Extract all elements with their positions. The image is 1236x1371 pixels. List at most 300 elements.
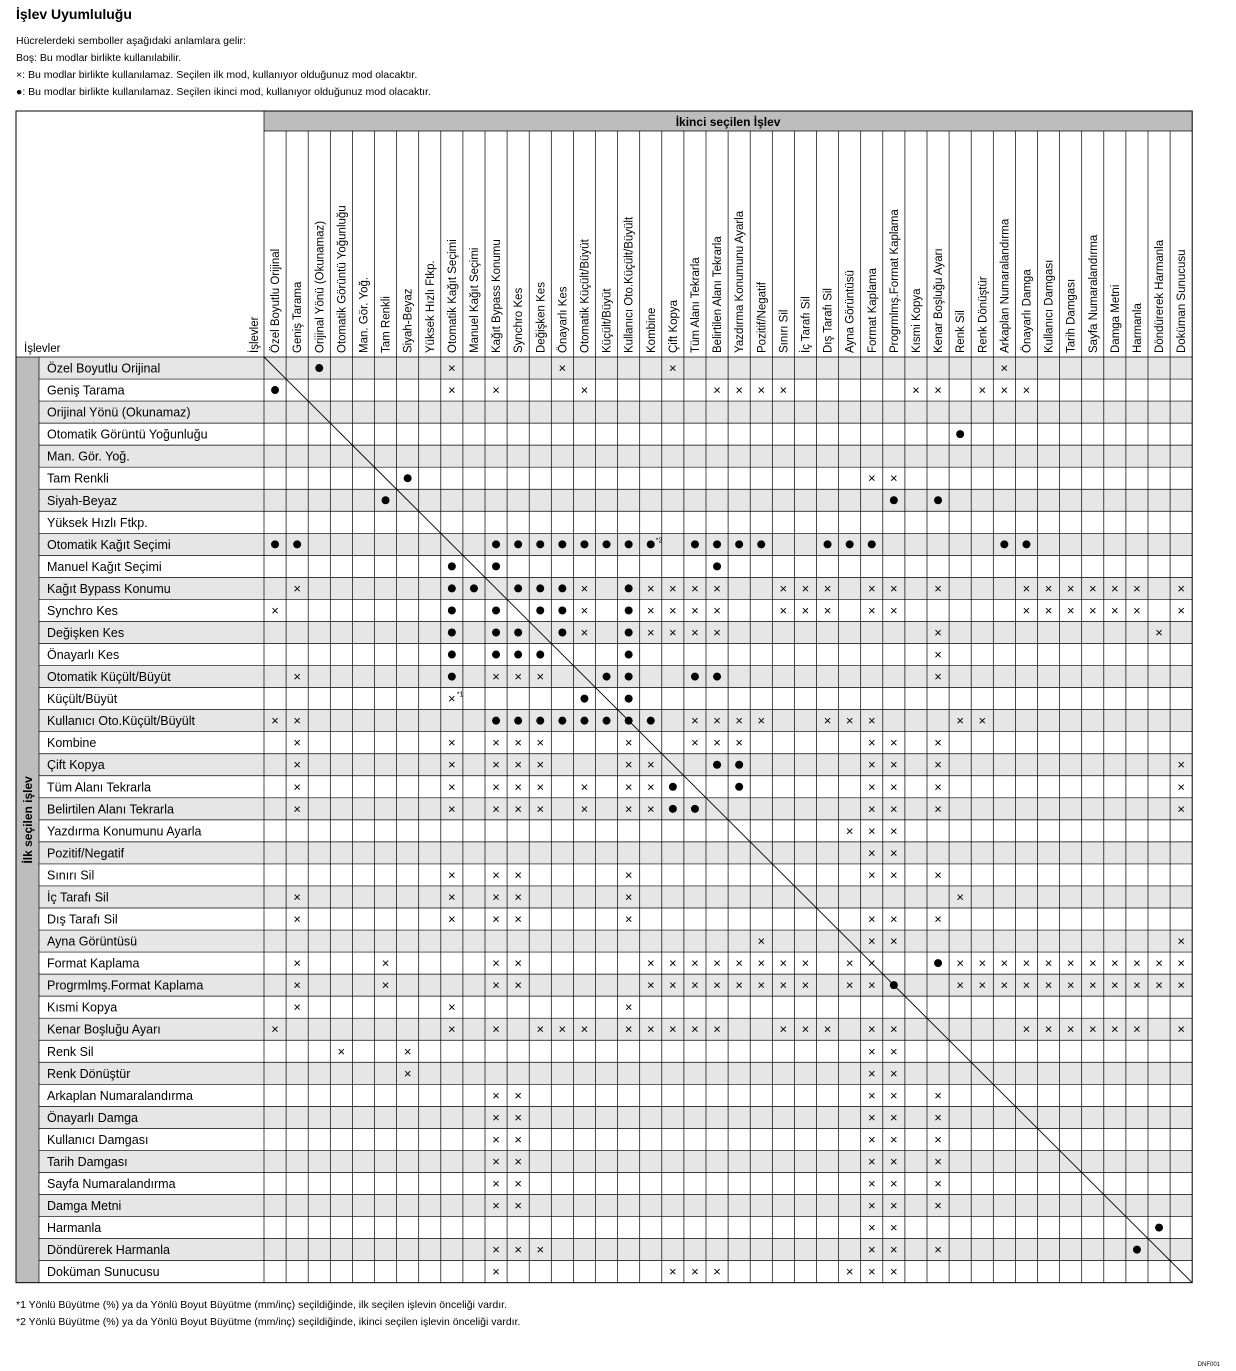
cross-mark: × (691, 713, 699, 729)
dot-mark (603, 673, 611, 681)
cross-mark: × (934, 1242, 942, 1258)
cross-mark: × (978, 713, 987, 729)
cross-mark: × (912, 382, 920, 398)
column-label: Ayna Görüntüsü (844, 270, 857, 353)
row-label: Tüm Alanı Tekrarla (47, 780, 151, 795)
cross-mark: × (890, 1242, 898, 1258)
column-label: Sayfa Numaralandırma (1087, 234, 1100, 353)
cross-mark: × (646, 580, 655, 596)
cross-mark: × (293, 955, 301, 971)
cross-mark: × (867, 779, 876, 795)
cross-mark: × (1088, 602, 1097, 618)
dot-mark (890, 981, 898, 989)
row-label: Otomatik Küçült/Büyüt (47, 670, 171, 685)
row-label: Kullanıcı Oto.Küçült/Büyült (47, 714, 195, 729)
column-label: Tüm Alanı Tekrarla (689, 257, 702, 353)
cross-mark: × (337, 1043, 346, 1059)
cross-mark: × (713, 580, 721, 596)
dot-mark (603, 540, 611, 548)
cross-mark: × (536, 735, 545, 751)
row-label: Renk Sil (47, 1044, 94, 1059)
cross-mark: × (713, 1021, 721, 1037)
row-shading (39, 1239, 1192, 1261)
cross-mark: × (691, 1264, 699, 1280)
row-label: Sayfa Numaralandırma (47, 1177, 176, 1191)
cross-mark: × (845, 1264, 854, 1280)
cross-mark: × (1088, 580, 1097, 596)
cross-mark: × (1177, 757, 1185, 773)
column-label: Geniş Tarama (292, 281, 305, 353)
dot-mark (1022, 540, 1030, 548)
column-label: Pozitif/Negatif (756, 282, 769, 353)
cross-mark: × (934, 1109, 942, 1125)
row-label: Kağıt Bypass Konumu (47, 581, 171, 596)
cross-mark: × (867, 801, 876, 817)
cross-mark: × (558, 360, 567, 376)
row-label: Tarih Damgası (47, 1154, 128, 1169)
cross-mark: × (1000, 977, 1009, 993)
cross-mark: × (934, 647, 942, 663)
cross-mark: × (448, 911, 456, 927)
cross-mark: × (956, 713, 964, 729)
cross-mark: × (890, 1220, 898, 1236)
row-shading (39, 445, 1192, 467)
cross-mark: × (514, 801, 522, 817)
cross-mark: × (448, 757, 456, 773)
cross-mark: × (492, 889, 500, 905)
cross-mark: × (956, 889, 964, 905)
column-label: Format Kaplama (866, 267, 879, 353)
dot-mark (558, 629, 566, 637)
cross-mark: × (669, 625, 677, 640)
cross-mark: × (492, 1021, 500, 1037)
row-label: Progrmlmş.Format Kaplama (47, 978, 204, 993)
cross-mark: × (757, 382, 766, 398)
cross-mark: × (1133, 580, 1141, 596)
dot-mark (625, 717, 633, 725)
cross-mark: × (867, 470, 876, 486)
cross-mark: × (801, 1021, 810, 1037)
row-label: Damga Metni (47, 1199, 122, 1214)
cross-mark: × (514, 669, 522, 685)
cross-mark: × (1177, 1021, 1185, 1037)
dot-mark (625, 673, 633, 681)
cross-mark: × (1177, 801, 1185, 817)
row-label: Otomatik Kağıt Seçimi (47, 537, 171, 552)
dot-mark (580, 717, 588, 725)
cross-mark: × (867, 955, 876, 971)
cross-mark: × (293, 669, 301, 685)
row-shading (39, 489, 1192, 511)
footnote-mark: *2 (655, 537, 663, 545)
cross-mark: × (735, 955, 743, 971)
cross-mark: × (845, 955, 854, 971)
cross-mark: × (624, 889, 633, 905)
cross-mark: × (558, 1021, 567, 1037)
cross-mark: × (669, 580, 677, 596)
cross-mark: × (293, 999, 301, 1015)
cross-mark: × (1177, 977, 1185, 993)
cross-mark: × (448, 691, 456, 707)
cross-mark: × (890, 1021, 898, 1037)
cross-mark: × (867, 1153, 876, 1169)
cross-mark: × (801, 955, 810, 971)
cross-mark: × (492, 801, 500, 817)
cross-mark: × (492, 1153, 500, 1169)
column-label: Kenar Boşluğu Ayarı (933, 248, 946, 353)
column-label: Tam Renkli (380, 296, 393, 353)
cross-mark: × (867, 735, 876, 751)
cross-mark: × (669, 360, 677, 376)
row-label: İç Tarafı Sil (47, 890, 109, 905)
cross-mark: × (713, 382, 721, 398)
row-label: Kullanıcı Damgası (47, 1132, 149, 1147)
cross-mark: × (845, 823, 854, 839)
cross-mark: × (492, 1264, 500, 1280)
row-shading (39, 710, 1192, 732)
row-shading (39, 401, 1192, 423)
cross-mark: × (536, 1242, 545, 1258)
column-label: Damga Metni (1109, 284, 1122, 353)
cross-mark: × (492, 911, 500, 927)
dot-mark (514, 651, 522, 659)
cross-mark: × (867, 845, 876, 861)
cross-mark: × (890, 580, 898, 596)
cross-mark: × (890, 1198, 898, 1214)
column-label: Özel Boyutlu Orijinal (270, 248, 283, 353)
dot-mark (558, 717, 566, 725)
cross-mark: × (448, 889, 456, 905)
row-label: Tam Renkli (47, 471, 109, 486)
row-label: Man. Gör. Yoğ. (47, 449, 130, 464)
cross-mark: × (890, 1043, 898, 1059)
legend-intro: Hücrelerdeki semboller aşağıdaki anlamlara gelir: (16, 35, 246, 47)
cross-mark: × (536, 757, 545, 773)
cross-mark: × (1111, 602, 1119, 618)
cross-mark: × (492, 757, 500, 773)
cross-mark: × (293, 911, 301, 927)
cross-mark: × (1066, 977, 1075, 993)
cross-mark: × (890, 845, 898, 861)
cross-mark: × (448, 735, 456, 751)
row-shading (39, 533, 1192, 555)
dot-mark (890, 496, 898, 504)
cross-mark: × (713, 955, 721, 971)
cross-mark: × (867, 823, 876, 839)
dot-mark (868, 540, 876, 548)
cross-mark: × (624, 735, 633, 751)
cross-mark: × (934, 911, 942, 927)
cross-mark: × (801, 602, 810, 618)
row-label: Manuel Kağıt Seçimi (47, 559, 162, 574)
cross-mark: × (1044, 955, 1053, 971)
cross-mark: × (890, 933, 898, 949)
cross-mark: × (890, 757, 898, 773)
cross-mark: × (934, 757, 942, 773)
cross-mark: × (624, 867, 633, 883)
cross-mark: × (536, 779, 545, 795)
column-label: Kısmi Kopya (910, 288, 923, 353)
cross-mark: × (691, 602, 699, 618)
cross-mark: × (779, 382, 788, 398)
cross-mark: × (492, 977, 500, 993)
dot-mark (492, 629, 500, 637)
dot-mark (580, 695, 588, 703)
column-label: Önayarlı Kes (557, 286, 570, 353)
cross-mark: × (646, 955, 655, 971)
cross-mark: × (757, 977, 766, 993)
column-label: Kullanıcı Oto.Küçült/Büyült (623, 216, 636, 353)
cross-mark: × (646, 801, 655, 817)
cross-mark: × (646, 757, 655, 773)
row-label: Pozitif/Negatif (47, 846, 125, 861)
cross-mark: × (271, 713, 279, 729)
cross-mark: × (934, 669, 942, 685)
cross-mark: × (580, 625, 589, 640)
dot-mark (536, 540, 544, 548)
dot-mark (448, 673, 456, 681)
cross-mark: × (514, 867, 522, 883)
cross-mark: × (669, 1021, 677, 1037)
cross-mark: × (867, 1043, 876, 1059)
column-label: Önayarlı Damga (1021, 269, 1034, 353)
row-label: Özel Boyutlu Orijinal (47, 361, 161, 376)
column-label: Synchro Kes (513, 287, 526, 353)
cross-mark: × (492, 867, 500, 883)
cross-mark: × (293, 735, 301, 751)
cross-mark: × (1177, 779, 1185, 795)
cross-mark: × (1133, 1021, 1141, 1037)
cross-mark: × (934, 382, 942, 398)
dot-mark (470, 584, 478, 592)
cross-mark: × (867, 867, 876, 883)
cross-mark: × (624, 779, 633, 795)
cross-mark: × (1088, 977, 1097, 993)
cross-mark: × (934, 1153, 942, 1169)
cross-mark: × (934, 867, 942, 883)
column-label: Döndürerek Harmanla (1154, 239, 1167, 353)
column-label: Yüksek Hızlı Ftkp. (424, 260, 437, 353)
cross-mark: × (890, 735, 898, 751)
cross-mark: × (514, 1087, 522, 1103)
cross-mark: × (536, 669, 545, 685)
row-shading (39, 842, 1192, 864)
cross-mark: × (669, 602, 677, 618)
cross-mark: × (1022, 382, 1031, 398)
cross-mark: × (691, 955, 699, 971)
cross-mark: × (867, 602, 876, 618)
first-function-header: İlk seçilen işlev (21, 776, 35, 864)
cross-mark: × (867, 1065, 876, 1081)
column-label: Otomatik Kağıt Seçimi (446, 239, 459, 353)
row-shading (39, 930, 1192, 952)
cross-mark: × (1044, 1021, 1053, 1037)
cross-mark: × (890, 1176, 898, 1191)
dot-mark (293, 540, 301, 548)
row-shading (39, 621, 1192, 643)
dot-mark (647, 540, 655, 548)
column-label: Siyah-Beyaz (402, 288, 415, 353)
cross-mark: × (624, 801, 633, 817)
cross-mark: × (1066, 1021, 1075, 1037)
cross-mark: × (448, 360, 456, 376)
cross-mark: × (624, 999, 633, 1015)
row-label: Çift Kopya (47, 758, 105, 773)
dot-mark (625, 540, 633, 548)
cross-mark: × (624, 1021, 633, 1037)
row-label: Yazdırma Konumunu Ayarla (47, 824, 202, 839)
cross-mark: × (934, 1198, 942, 1214)
row-shading (39, 886, 1192, 908)
cross-mark: × (1066, 955, 1075, 971)
cross-mark: × (823, 602, 832, 618)
row-label: Otomatik Görüntü Yoğunluğu (47, 427, 208, 442)
cross-mark: × (779, 955, 788, 971)
dot-mark (558, 584, 566, 592)
cross-mark: × (713, 977, 721, 993)
row-label: Geniş Tarama (47, 383, 125, 398)
dot-mark (1155, 1224, 1163, 1232)
dot-mark (713, 761, 721, 769)
cross-mark: × (448, 1021, 456, 1037)
cross-mark: × (867, 933, 876, 949)
column-label: Kullanıcı Damgası (1043, 259, 1056, 353)
dot-mark (669, 805, 677, 813)
cross-mark: × (735, 735, 743, 751)
cross-mark: × (1044, 602, 1053, 618)
cross-mark: × (823, 713, 832, 729)
cross-mark: × (735, 977, 743, 993)
cross-mark: × (448, 999, 456, 1015)
column-label: Manuel Kağıt Seçimi (468, 247, 481, 353)
cross-mark: × (867, 1242, 876, 1258)
cross-mark: × (580, 779, 589, 795)
cross-mark: × (691, 580, 699, 596)
cross-mark: × (890, 911, 898, 927)
dot-mark (603, 717, 611, 725)
cross-mark: × (1022, 1021, 1031, 1037)
cross-mark: × (514, 955, 522, 971)
cross-mark: × (492, 1242, 500, 1258)
cross-mark: × (934, 1176, 942, 1191)
cross-mark: × (669, 977, 677, 993)
cross-mark: × (1022, 977, 1031, 993)
cross-mark: × (536, 801, 545, 817)
column-label: Renk Dönüştür (977, 276, 990, 353)
cross-mark: × (1111, 977, 1119, 993)
cross-mark: × (934, 735, 942, 751)
column-functions-label: İşlevler (249, 316, 261, 353)
cross-mark: × (1066, 580, 1075, 596)
cross-mark: × (735, 382, 743, 398)
cross-mark: × (1133, 977, 1141, 993)
cross-mark: × (867, 1109, 876, 1125)
row-label: Sınırı Sil (47, 868, 95, 883)
row-label: Format Kaplama (47, 956, 140, 971)
cross-mark: × (1177, 933, 1185, 949)
cross-mark: × (867, 1131, 876, 1147)
dot-mark (934, 959, 942, 967)
footnote-2: *2 Yönlü Büyütme (%) ya da Yönlü Boyut Büyütme (mm/inç) seçildiğinde, ikinci seçilen işlevin önceliği vardır. (16, 1316, 521, 1328)
cross-mark: × (867, 1198, 876, 1214)
cross-mark: × (713, 735, 721, 751)
footnote-mark: *1 (456, 691, 464, 699)
dot-mark (625, 651, 633, 659)
dot-mark (558, 606, 566, 614)
column-label: İç Tarafı Sil (800, 296, 813, 353)
legend-dot: ●: Bu modlar birlikte kullanılamaz. Seçilen ikinci mod, kullanıyor olduğunuz mod olacaktır. (16, 86, 431, 98)
cross-mark: × (514, 757, 522, 773)
cross-mark: × (514, 779, 522, 795)
row-label: Ayna Görüntüsü (47, 934, 138, 949)
dot-mark (448, 562, 456, 570)
column-label: Kağıt Bypass Konumu (491, 239, 504, 353)
cross-mark: × (492, 1198, 500, 1214)
cross-mark: × (1133, 955, 1141, 971)
dot-mark (448, 651, 456, 659)
cross-mark: × (867, 1087, 876, 1103)
dot-mark (558, 540, 566, 548)
dot-mark (580, 540, 588, 548)
cross-mark: × (1111, 580, 1119, 596)
dot-mark (514, 540, 522, 548)
cross-mark: × (867, 977, 876, 993)
row-label: Kombine (47, 736, 97, 751)
cross-mark: × (867, 911, 876, 927)
row-label: Harmanla (47, 1221, 102, 1236)
cross-mark: × (1155, 955, 1163, 971)
cross-mark: × (514, 1198, 522, 1214)
cross-mark: × (514, 1242, 522, 1258)
row-label: Arkaplan Numaralandırma (47, 1088, 193, 1103)
cross-mark: × (1022, 580, 1031, 596)
column-label: Man. Gör. Yoğ. (358, 276, 371, 353)
cross-mark: × (890, 779, 898, 795)
dot-mark (536, 717, 544, 725)
cross-mark: × (492, 1109, 500, 1125)
cross-mark: × (646, 977, 655, 993)
cross-mark: × (691, 735, 699, 751)
cross-mark: × (293, 801, 301, 817)
cross-mark: × (691, 1021, 699, 1037)
cross-mark: × (1000, 360, 1009, 376)
cross-mark: × (934, 779, 942, 795)
cross-mark: × (956, 977, 964, 993)
cross-mark: × (801, 580, 810, 596)
cross-mark: × (757, 955, 766, 971)
dot-mark (934, 496, 942, 504)
cross-mark: × (978, 955, 987, 971)
cross-mark: × (845, 713, 854, 729)
cross-mark: × (646, 602, 655, 618)
row-shading (39, 357, 1192, 379)
cross-mark: × (293, 757, 301, 773)
dot-mark (492, 651, 500, 659)
cross-mark: × (293, 889, 301, 905)
row-label: Belirtilen Alanı Tekrarla (47, 802, 174, 817)
column-label: Harmanla (1131, 303, 1144, 353)
cross-mark: × (580, 382, 589, 398)
cross-mark: × (492, 779, 500, 795)
row-shading (39, 974, 1192, 996)
dot-mark (713, 540, 721, 548)
column-label: Belirtilen Alanı Tekrarla (712, 236, 725, 353)
cross-mark: × (956, 955, 964, 971)
dot-mark (514, 629, 522, 637)
dot-mark (757, 540, 765, 548)
row-shading (39, 1150, 1192, 1172)
cross-mark: × (492, 669, 500, 685)
